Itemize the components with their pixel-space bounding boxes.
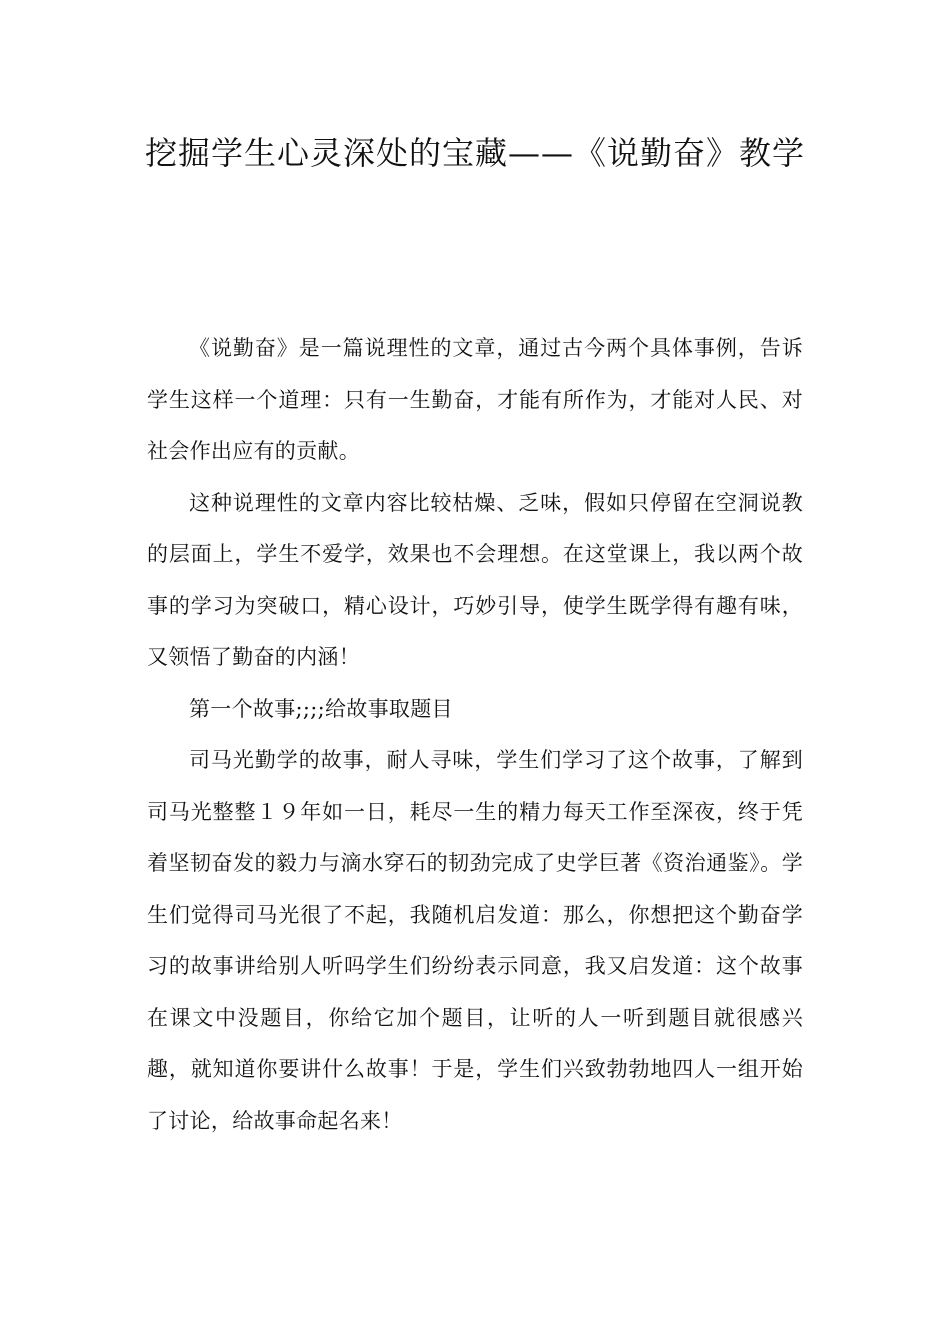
- paragraph: 这种说理性的文章内容比较枯燥、乏味，假如只停留在空洞说教的层面上，学生不爱学，效果也不会理想。在这堂课上，我以两个故事的学习为突破口，精心设计，巧妙引导，使学生既学得有趣有味，又领悟了勤奋的内涵！: [147, 490, 803, 669]
- document-body: [147, 323, 803, 1147]
- paragraph: 《说勤奋》是一篇说理性的文章，通过古今两个具体事例，告诉学生这样一个道理：只有一生勤奋，才能有所作为，才能对人民、对社会作出应有的贡献。: [147, 336, 803, 463]
- section-heading: 第一个故事;;;;给故事取题目: [189, 696, 453, 721]
- paragraph: 司马光勤学的故事，耐人寻味，学生们学习了这个故事，了解到司马光整整１９年如一日，耗尽一生的精力每天工作至深夜，终于凭着坚韧奋发的毅力与滴水穿石的韧劲完成了史学巨著《资治通鉴》。学生们觉得司马光很了不起，我随机启发道：那么，你想把这个勤奋学习的故事讲给别人听吗学生们纷纷表示同意，我又启发道：这个故事在课文中没题目，你给它加个题目，让听的人一听到题目就很感兴趣，就知道你要讲什么故事！于是，学生们兴致勃勃地四人一组开始了讨论，给故事命起名来！: [147, 748, 803, 1133]
- document-title: 挖掘学生心灵深处的宝藏——《说勤奋》教学: [144, 134, 805, 172]
